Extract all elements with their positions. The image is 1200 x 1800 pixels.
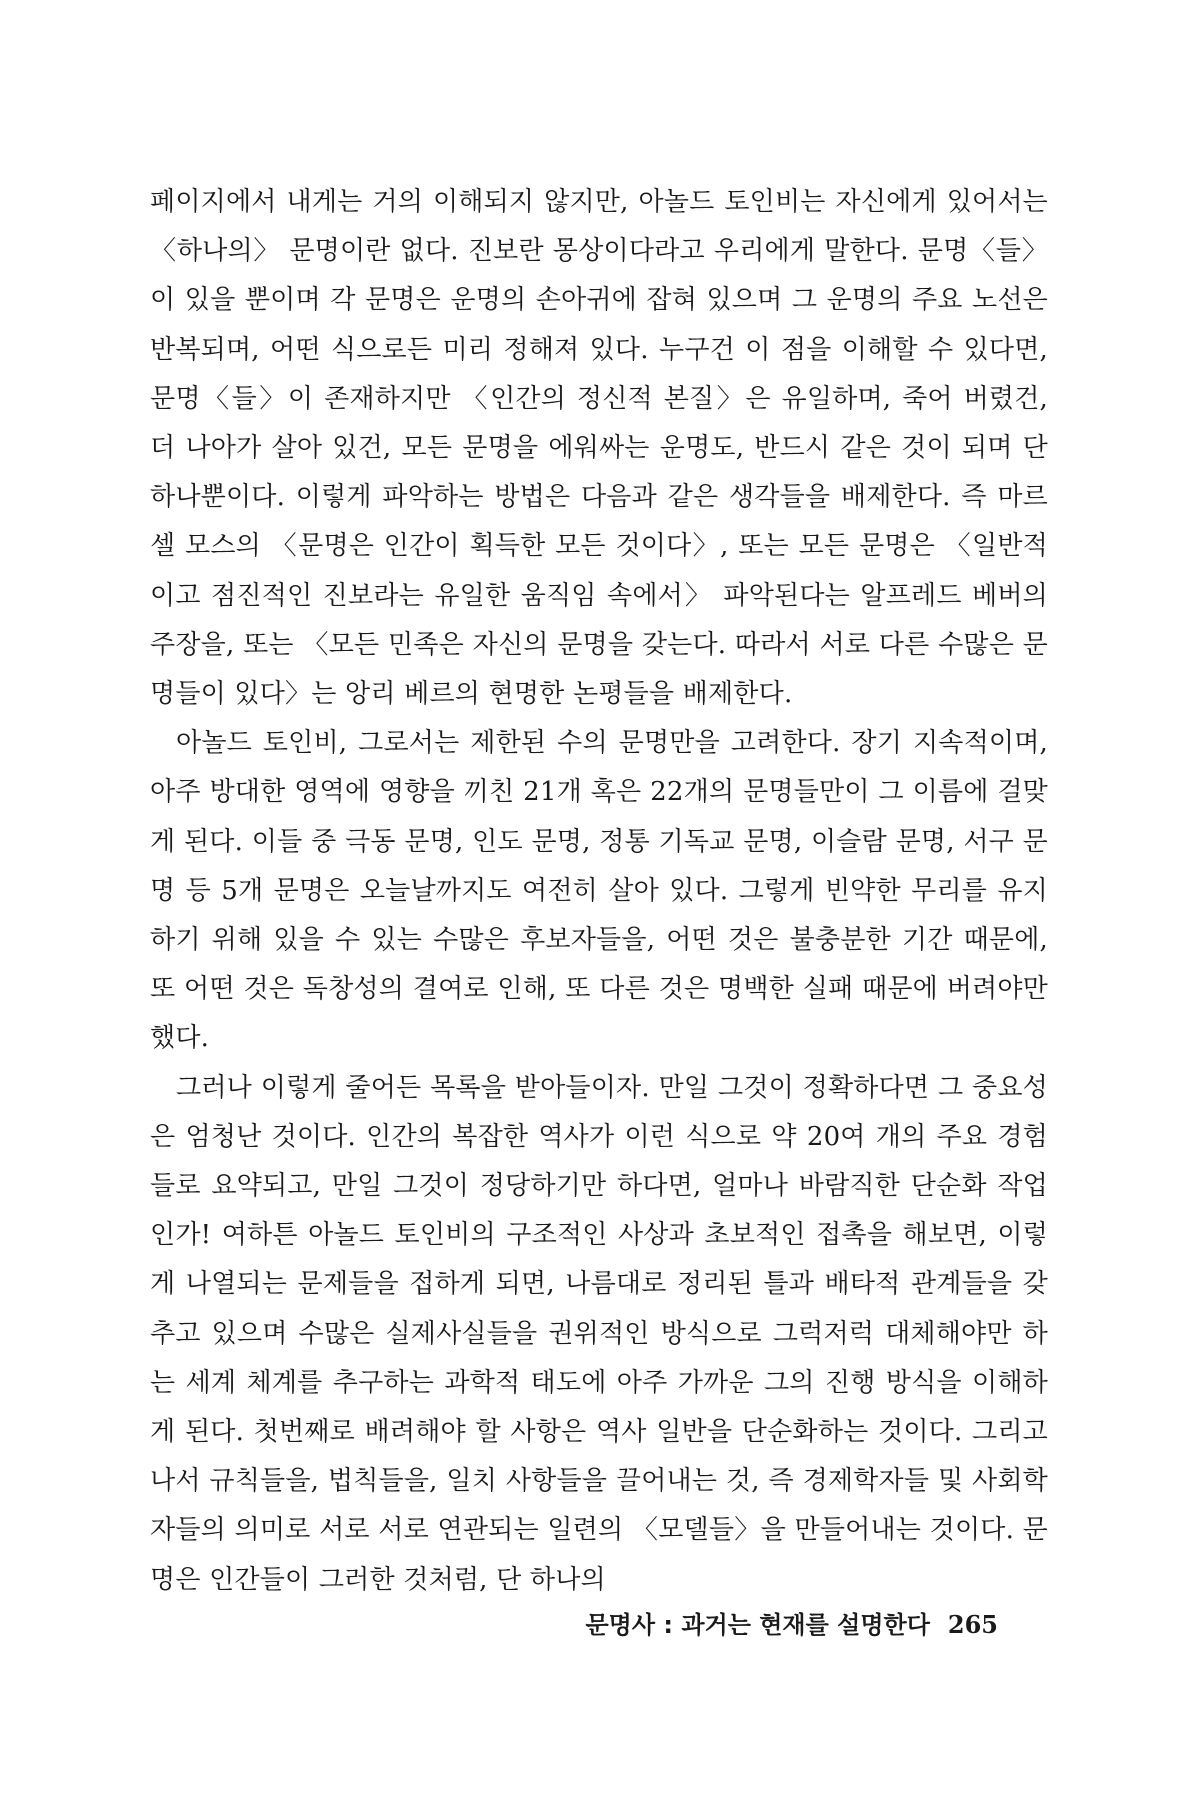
page-footer [578,1605,998,1640]
paragraph: 그러나 이렇게 줄어든 목록을 받아들이자. 만일 그것이 정확하다면 그 중요성은 엄청난 것이다. 인간의 복잡한 역사가 이런 식으로 약 20여 개의 주요 경험들로 요약되고, 만일 그것이 정당하기만 하다면, 얼마나 바람직한 단순화 작업인가! 여하튼 아놀드 토인비의 구조적인 사상과 초보적인 접촉을 해보면, 이렇게 나열되는 문제들을 접하게 되면, 나름대로 정리된 틀과 배타적 관계들을 갖추고 있으며 수많은 실제사실들을 권위적인 방식으로 그럭저럭 대체해야만 하는 세계 체계를 추구하는 과학적 태도에 아주 가까운 그의 진행 방식을 이해하게 된다. 첫번째로 배려해야 할 사항은 역사 일반을 단순화하는 것이다. 그리고 나서 규칙들을, 법칙들을, 일치 사항들을 끌어내는 것, 즉 경제학자들 및 사회학자들의 의미로 서로 서로 연관되는 일련의 〈모델들〉을 만들어내는 것이다. 문명은 인간들이 그러한 것처럼, 단 하나의 [150,1072,1048,1595]
running-title: 문명사 : 과거는 현재를 설명한다 [585,1611,930,1639]
page-number: 265 [947,1610,998,1639]
body-text [150,178,1048,1605]
paragraph: 페이지에서 내게는 거의 이해되지 않지만, 아놀드 토인비는 자신에게 있어서는 〈하나의〉 문명이란 없다. 진보란 몽상이다라고 우리에게 말한다. 문명〈들〉이 있을 뿐이며 각 문명은 운명의 손아귀에 잡혀 있으며 그 운명의 주요 노선은 반복되며, 어떤 식으로든 미리 정해져 있다. 누구건 이 점을 이해할 수 있다면, 문명〈들〉이 존재하지만 〈인간의 정신적 본질〉은 유일하며, 죽어 버렸건, 더 나아가 살아 있건, 모든 문명을 에워싸는 운명도, 반드시 같은 것이 되며 단 하나뿐이다. 이렇게 파악하는 방법은 다음과 같은 생각들을 배제한다. 즉 마르셀 모스의 〈문명은 인간이 획득한 모든 것이다〉, 또는 모든 문명은 〈일반적이고 점진적인 진보라는 유일한 움직임 속에서〉 파악된다는 알프레드 베버의 주장을, 또는 〈모든 민족은 자신의 문명을 갖는다. 따라서 서로 다른 수많은 문명들이 있다〉는 앙리 베르의 현명한 논평들을 배제한다. [150,187,1048,710]
paragraph: 아놀드 토인비, 그로서는 제한된 수의 문명만을 고려한다. 장기 지속적이며, 아주 방대한 영역에 영향을 끼친 21개 혹은 22개의 문명들만이 그 이름에 걸맞게 된다. 이들 중 극동 문명, 인도 문명, 정통 기독교 문명, 이슬람 문명, 서구 문명 등 5개 문명은 오늘날까지도 여전히 살아 있다. 그렇게 빈약한 무리를 유지하기 위해 있을 수 있는 수많은 후보자들을, 어떤 것은 불충분한 기간 때문에, 또 어떤 것은 독창성의 결여로 인해, 또 다른 것은 명백한 실패 때문에 버려야만 했다. [150,728,1048,1054]
